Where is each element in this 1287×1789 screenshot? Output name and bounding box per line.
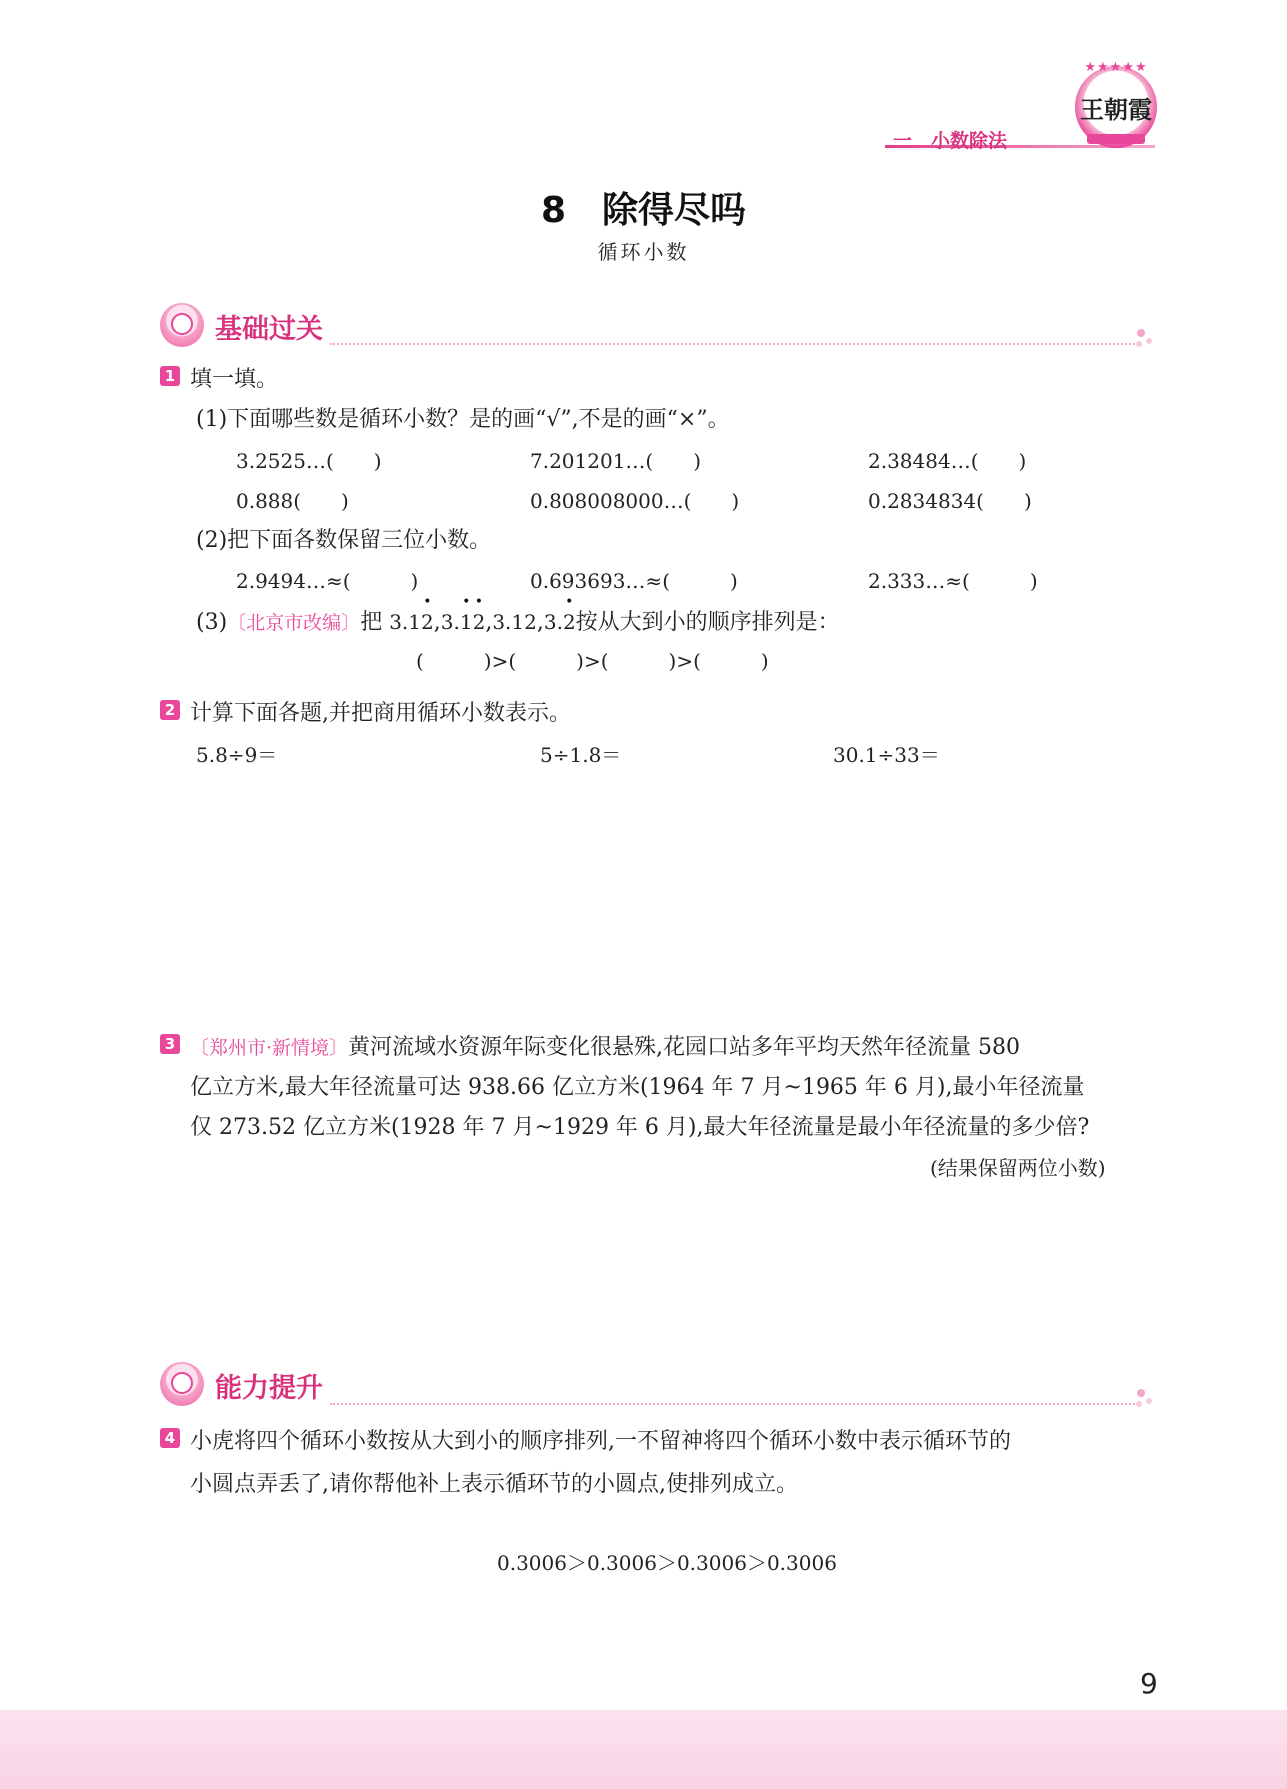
- question-note: (结果保留两位小数): [930, 1156, 1106, 1180]
- question-text-line: 小圆点弄丢了,请你帮他补上表示循环节的小圆点,使排列成立。: [190, 1472, 798, 1497]
- divider-dot: [1137, 329, 1145, 337]
- part-text: 把: [360, 610, 383, 635]
- calc-item: 30.1÷33＝: [833, 743, 940, 767]
- recurring-dot: • 2: [473, 610, 486, 634]
- question-stem: 填一填。: [190, 367, 279, 392]
- answer-item: 2.9494…≈( ): [236, 569, 419, 593]
- footer-band: [0, 1710, 1287, 1789]
- question-number: 4: [160, 1428, 180, 1448]
- publisher-logo: [1075, 60, 1157, 148]
- answer-item: 0.693693…≈( ): [530, 569, 738, 593]
- logo-ribbon: [1087, 134, 1145, 144]
- page-number: 9: [1140, 1667, 1158, 1700]
- part-text: 按从大到小的顺序排列是：: [575, 610, 840, 635]
- question-text-line: 小虎将四个循环小数按从大到小的顺序排列,一不留神将四个循环小数中表示循环节的: [190, 1429, 1011, 1454]
- recurring-dot: • 2: [421, 610, 434, 634]
- number-2: 3.• 1• 2: [441, 610, 486, 634]
- answer-item: 0.808008000…( ): [530, 489, 740, 513]
- subquestion-stem: (1)下面哪些数是循环小数？是的画“√”,不是的画“×”。: [196, 407, 730, 432]
- mascot-icon: [160, 303, 204, 347]
- divider-dot: [1146, 338, 1152, 344]
- logo-text: 王朝霞: [1080, 95, 1152, 124]
- lesson-subtitle: 循环小数: [597, 240, 690, 264]
- number-4: 3.• 2: [544, 610, 576, 634]
- divider-dot: [1146, 1398, 1152, 1404]
- answer-item: 3.2525…( ): [236, 449, 382, 473]
- ordering-expression: 0.3006＞0.3006＞0.3006＞0.3006: [497, 1551, 837, 1575]
- answer-item: 0.888( ): [236, 489, 349, 513]
- question-stem: 计算下面各题,并把商用循环小数表示。: [190, 701, 571, 726]
- divider-dot: [1136, 341, 1142, 347]
- calc-item: 5÷1.8＝: [540, 743, 622, 767]
- answer-item: 2.38484…( ): [868, 449, 1027, 473]
- question-number: 2: [160, 700, 180, 720]
- question-text-line: 仅 273.52 亿立方米(1928 年 7 月~1929 年 6 月),最大年径流量是最小年径流量的多少倍?: [190, 1115, 1090, 1140]
- divider-dot: [1136, 1401, 1142, 1407]
- calc-item: 5.8÷9＝: [196, 743, 278, 767]
- recurring-dot: • 1: [460, 610, 473, 634]
- mascot-icon: [160, 1362, 204, 1406]
- question-text-line: [190, 1030, 1020, 1061]
- section-divider: [330, 1403, 1135, 1405]
- question-text: 黄河流域水资源年际变化很悬殊,花园口站多年平均天然年径流量 580: [348, 1035, 1021, 1060]
- divider-dot: [1137, 1389, 1145, 1397]
- section-divider: [330, 343, 1135, 345]
- lesson-title: 8 除得尽吗: [540, 190, 747, 231]
- number-1: 3.1• 2: [389, 610, 434, 634]
- source-tag: 〔北京市改编〕: [227, 612, 361, 634]
- answer-item: 0.2834834( ): [868, 489, 1032, 513]
- logo-stars: ★★★★★: [1084, 60, 1148, 75]
- question-number: 1: [160, 366, 180, 386]
- number-3: 3.12: [492, 610, 537, 634]
- answer-item: 2.333…≈( ): [868, 569, 1038, 593]
- ordering-answer: ( )>( )>( )>( ): [416, 649, 769, 673]
- section-title-advanced: 能力提升: [215, 1373, 323, 1404]
- question-number: 3: [160, 1034, 180, 1054]
- source-tag: 〔郑州市·新情境〕: [190, 1037, 349, 1059]
- answer-item: 7.201201…( ): [530, 449, 702, 473]
- question-text-line: 亿立方米,最大年径流量可达 938.66 亿立方米(1964 年 7 月~1965 年 6 月),最小年径流量: [190, 1075, 1085, 1100]
- section-title-basic: 基础过关: [215, 314, 323, 345]
- part-prefix: (3): [196, 610, 228, 635]
- chapter-label: 一 小数除法: [893, 130, 1008, 152]
- recurring-dot: • 2: [563, 610, 576, 634]
- subquestion-stem: (3)〔北京市改编〕把 3.1• 2,3.• 1• 2,3.12,3.• 2按从大到小的顺序排列是：: [196, 605, 840, 636]
- subquestion-stem: (2)把下面各数保留三位小数。: [196, 528, 492, 553]
